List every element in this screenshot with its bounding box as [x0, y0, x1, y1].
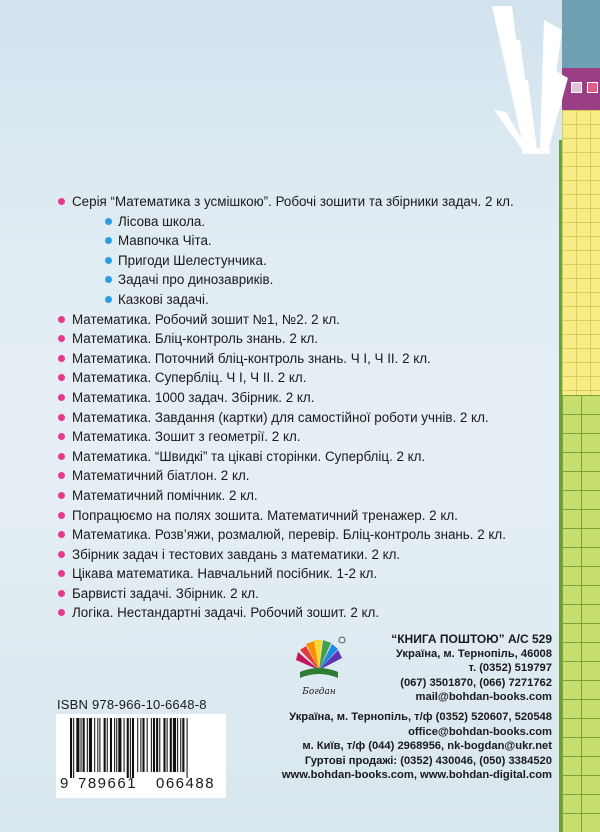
- barcode-bar: [76, 718, 79, 772]
- pink-bullet-icon: [58, 531, 65, 538]
- list-item: Попрацюємо на полях зошита. Математичний тренажер. 2 кл.: [58, 506, 558, 526]
- barcode-bars: [56, 714, 226, 778]
- blue-bullet-icon: [105, 276, 112, 283]
- series-title: Серія “Математика з усмішкою”. Робочі зошити та збірники задач. 2 кл.: [72, 194, 514, 209]
- barcode-bar: [170, 718, 172, 772]
- barcode-bar: [97, 718, 98, 772]
- barcode-bar: [110, 718, 112, 772]
- barcode-bar: [187, 718, 188, 778]
- decor-square-pink: [587, 82, 598, 93]
- barcode-bar: [107, 718, 108, 772]
- pink-bullet-icon: [58, 512, 65, 519]
- pink-bullet-icon: [58, 453, 65, 460]
- barcode-bar: [127, 718, 129, 778]
- barcode-digits-right: 066488: [156, 775, 216, 792]
- barcode-bar: [177, 718, 178, 772]
- barcode-bar: [73, 718, 74, 778]
- barcode-bar: [94, 718, 95, 772]
- list-item: Цікава математика. Навчальний посібник. 1-2 кл.: [58, 564, 558, 584]
- list-item: Математика. Супербліц. Ч І, Ч ІІ. 2 кл.: [58, 368, 558, 388]
- pink-bullet-icon: [58, 394, 65, 401]
- pink-bullet-icon: [58, 433, 65, 440]
- publisher-line: office@bohdan-books.com: [408, 725, 552, 738]
- barcode-bar: [70, 718, 72, 778]
- mail-order-line: т. (0352) 519797: [468, 662, 552, 675]
- barcode-digits: [56, 775, 228, 795]
- barcode-bar: [104, 718, 106, 772]
- blue-bullet-icon: [105, 237, 112, 244]
- barcode-bar: [167, 718, 168, 772]
- barcode-bar: [156, 718, 158, 772]
- barcode-digit-first: 9: [60, 775, 69, 792]
- barcode-bar: [87, 718, 88, 772]
- list-item: Збірник задач і тестових завдань з математики. 2 кл.: [58, 545, 558, 565]
- publisher-line: Україна, м. Тернопіль, т/ф (0352) 520607, 520548: [289, 711, 552, 723]
- pink-bullet-icon: [58, 374, 65, 381]
- barcode-bar: [83, 718, 85, 772]
- list-item: Математика. Поточний бліц-контроль знань. Ч І, Ч ІІ. 2 кл.: [58, 349, 558, 369]
- list-item: Математика. Бліц-контроль знань. 2 кл.: [58, 329, 558, 349]
- sub-list-item: Казкові задачі.: [58, 290, 558, 310]
- barcode-bar: [99, 718, 100, 772]
- pink-bullet-icon: [58, 414, 65, 421]
- sub-list-item: Лісова школа.: [58, 212, 558, 232]
- barcode-bar: [173, 718, 176, 772]
- list-item: Математика. Робочий зошит №1, №2. 2 кл.: [58, 310, 558, 330]
- barcode-bar: [142, 718, 144, 772]
- list-item: Математика. 1000 задач. Збірник. 2 кл.: [58, 388, 558, 408]
- barcode-bar: [114, 718, 115, 772]
- barcode-bar: [89, 718, 92, 772]
- publisher-line: м. Київ, т/ф (044) 2968956, nk-bogdan@ukr.net: [302, 740, 552, 753]
- barcode-bar: [116, 718, 117, 772]
- list-item: Математика. “Швидкі” та цікаві сторінки. Супербліц. 2 кл.: [58, 447, 558, 467]
- pink-bullet-icon: [58, 472, 65, 479]
- barcode-bar: [132, 718, 134, 778]
- blue-bullet-icon: [105, 296, 112, 303]
- publisher-line: Гуртові продажі: (0352) 430046, (050) 3384520: [304, 754, 552, 767]
- publisher-line: www.bohdan-books.com, www.bohdan-digital.com: [281, 769, 552, 782]
- pink-bullet-icon: [58, 570, 65, 577]
- barcode-bar: [159, 718, 160, 772]
- barcode-bar: [140, 718, 141, 772]
- logo-text: Богдан: [302, 687, 336, 697]
- pink-bullet-icon: [58, 551, 65, 558]
- mail-order-heading: “КНИГА ПОШТОЮ” А/С 529: [391, 632, 552, 646]
- barcode-bar: [124, 718, 125, 772]
- pink-bullet-icon: [58, 492, 65, 499]
- barcode-bar: [147, 718, 148, 772]
- barcode-bar: [182, 718, 184, 772]
- list-item: Математичний помічник. 2 кл.: [58, 486, 558, 506]
- barcode-bar: [137, 718, 138, 772]
- barcode-bar: [81, 718, 82, 772]
- list-item: Барвисті задачі. Збірник. 2 кл.: [58, 584, 558, 604]
- barcode-digits-left: 789661: [78, 775, 138, 792]
- pink-bullet-icon: [58, 335, 65, 342]
- book-list: [58, 192, 558, 623]
- pink-bullet-icon: [58, 198, 65, 205]
- blue-bullet-icon: [105, 257, 112, 264]
- pink-bullet-icon: [58, 590, 65, 597]
- barcode-bar: [130, 718, 131, 778]
- list-item: Математика. Розв’яжи, розмалюй, перевір. Бліц-контроль знань. 2 кл.: [58, 525, 558, 545]
- sub-list-item: Мавпочка Чіта.: [58, 231, 558, 251]
- pink-bullet-icon: [58, 355, 65, 362]
- side-strip-green-grid: [562, 395, 600, 832]
- isbn-text: ISBN 978-966-10-6648-8: [57, 697, 207, 712]
- list-item: Математичний біатлон. 2 кл.: [58, 466, 558, 486]
- side-strip-divider: [559, 140, 562, 832]
- pink-bullet-icon: [58, 316, 65, 323]
- publisher-contact: [252, 710, 552, 783]
- blue-bullet-icon: [105, 218, 112, 225]
- barcode-bar: [163, 718, 165, 772]
- decor-square-light: [571, 82, 582, 93]
- list-item: Математика. Зошит з геометрії. 2 кл.: [58, 427, 558, 447]
- mail-order-line: Україна, м. Тернопіль, 46008: [395, 647, 552, 660]
- barcode-bar: [118, 718, 121, 772]
- list-item: [58, 192, 558, 212]
- barcode-bar: [180, 718, 181, 772]
- sub-list-item: Задачі про динозавриків.: [58, 270, 558, 290]
- mail-order-line: (067) 3501870, (066) 7271762: [400, 676, 552, 689]
- mail-order-contact: [292, 632, 552, 705]
- mail-order-line: mail@bohdan-books.com: [415, 691, 552, 704]
- sub-list-item: Пригоди Шелестунчика.: [58, 251, 558, 271]
- list-item: Математика. Завдання (картки) для самостійної роботи учнів. 2 кл.: [58, 408, 558, 428]
- pink-bullet-icon: [58, 609, 65, 616]
- leaf-fan-emblem-icon: [484, 0, 570, 160]
- barcode-bar: [151, 718, 152, 772]
- list-item: Логіка. Нестандартні задачі. Робочий зошит. 2 кл.: [58, 603, 558, 623]
- barcode-bar: [153, 718, 155, 772]
